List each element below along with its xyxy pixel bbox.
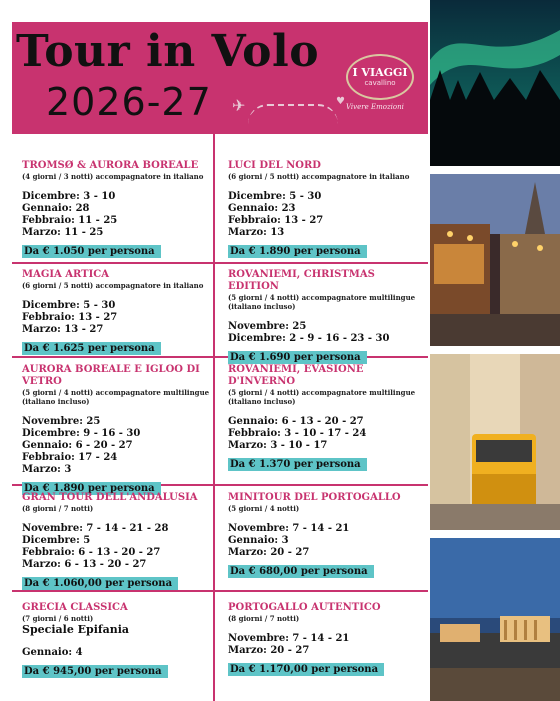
column-divider: [213, 132, 215, 701]
tour-dates: Dicembre: 5 - 30 Gennaio: 23 Febbraio: 13 - 27 Marzo: 13: [228, 191, 324, 238]
tour-title: PORTOGALLO AUTENTICO: [228, 602, 381, 613]
logo-name: I VIAGGI: [352, 66, 408, 79]
tour-dates: Novembre: 7 - 14 - 21 Marzo: 20 - 27: [228, 633, 350, 656]
tour-card[interactable]: [228, 602, 424, 676]
tour-title: MINITOUR DEL PORTOGALLO: [228, 492, 401, 503]
tour-dates: Novembre: 7 - 14 - 21 - 28 Dicembre: 5 Febbraio: 6 - 13 - 20 - 27 Marzo: 6 - 13 - 20 - 27: [22, 523, 169, 570]
tour-card[interactable]: [228, 364, 424, 471]
tour-title: LUCI DEL NORD: [228, 160, 321, 171]
season-year: 2026-27: [46, 80, 212, 124]
tours-grid: [12, 132, 428, 701]
tour-card[interactable]: [22, 160, 208, 258]
tour-title: AURORA BOREALE E IGLOO DI VETRO: [22, 364, 200, 387]
tour-dates: Gennaio: 4: [22, 647, 83, 658]
row-divider: [12, 132, 428, 134]
tour-title: ROVANIEMI, CHRISTMAS EDITION: [228, 269, 375, 292]
tour-card[interactable]: [22, 364, 208, 495]
tour-dates: Dicembre: 3 - 10 Gennaio: 28 Febbraio: 11 - 25 Marzo: 11 - 25: [22, 191, 118, 238]
tour-title: ROVANIEMI, EVASIONE D'INVERNO: [228, 364, 364, 387]
tour-duration: (5 giorni / 4 notti) accompagnatore multilingue (italiano incluso): [22, 388, 210, 406]
tour-title: GRAN TOUR DELL'ANDALUSIA: [22, 492, 198, 503]
tour-card[interactable]: [22, 269, 208, 355]
airplane-icon: ✈: [232, 96, 246, 115]
tour-card[interactable]: [22, 602, 208, 678]
tour-card[interactable]: [228, 160, 424, 258]
tour-title: GRECIA CLASSICA: [22, 602, 128, 613]
logo-sub: cavallino: [364, 79, 396, 87]
tour-dates: Dicembre: 5 - 30 Febbraio: 13 - 27 Marzo: 13 - 27: [22, 300, 118, 335]
photo-column: [428, 0, 560, 701]
tour-duration: (5 giorni / 4 notti) accompagnatore multilingue (italiano incluso): [228, 293, 416, 311]
tour-price: Da € 1.050 per persona: [22, 245, 161, 258]
tour-dates: Novembre: 7 - 14 - 21 Gennaio: 3 Marzo: 20 - 27: [228, 523, 350, 558]
tour-price: Da € 1.370 per persona: [228, 458, 367, 471]
lisbon-tram-photo: [430, 354, 560, 530]
tour-duration: (6 giorni / 5 notti) accompagnatore in italiano: [228, 172, 410, 181]
aurora-night-photo: [430, 0, 560, 166]
tour-price: Da € 1.625 per persona: [22, 342, 161, 355]
tour-duration: (5 giorni / 4 notti) accompagnatore multilingue (italiano incluso): [228, 388, 416, 406]
tour-card[interactable]: [228, 269, 424, 364]
tour-duration: (8 giorni / 7 notti): [228, 614, 300, 623]
tour-duration: (7 giorni / 6 notti): [22, 614, 94, 623]
christmas-market-photo: [430, 174, 560, 346]
tour-title: MAGIA ARTICA: [22, 269, 110, 280]
brand-logo: [346, 54, 414, 100]
acropolis-photo: [430, 538, 560, 701]
tour-duration: (6 giorni / 5 notti) accompagnatore in italiano: [22, 281, 204, 290]
tour-dates: Novembre: 25 Dicembre: 2 - 9 - 16 - 23 - 30: [228, 321, 390, 344]
page-title: Tour in Volo: [16, 26, 320, 77]
tour-price: Da € 1.890 per persona: [228, 245, 367, 258]
tour-dates: Gennaio: 6 - 13 - 20 - 27 Febbraio: 3 - 10 - 17 - 24 Marzo: 3 - 10 - 17: [228, 416, 367, 451]
flight-path-decoration: [248, 104, 338, 124]
tour-price: Da € 945,00 per persona: [22, 665, 168, 678]
tour-price: Da € 680,00 per persona: [228, 565, 374, 578]
tour-dates: Novembre: 25 Dicembre: 9 - 16 - 30 Gennaio: 6 - 20 - 27 Febbraio: 17 - 24 Marzo: 3: [22, 416, 141, 475]
tour-card[interactable]: [22, 492, 208, 590]
tour-duration: (8 giorni / 7 notti): [22, 504, 94, 513]
tour-price: Da € 1.170,00 per persona: [228, 663, 384, 676]
tour-price: Da € 1.060,00 per persona: [22, 577, 178, 590]
tour-duration: (4 giorni / 3 notti) accompagnatore in italiano: [22, 172, 204, 181]
heart-icon: ♥: [336, 96, 345, 107]
row-divider: [12, 262, 428, 264]
row-divider: [12, 590, 428, 592]
tour-price: Da € 1.690 per persona: [228, 351, 367, 364]
logo-motto: Vivere Emozioni: [346, 103, 404, 111]
tour-price: Da € 1.890 per persona: [22, 482, 161, 495]
tour-special: Speciale Epifania: [22, 623, 130, 636]
tour-duration: (5 giorni / 4 notti): [228, 504, 300, 513]
tour-title: TROMSØ & AURORA BOREALE: [22, 160, 199, 171]
tour-card[interactable]: [228, 492, 424, 578]
